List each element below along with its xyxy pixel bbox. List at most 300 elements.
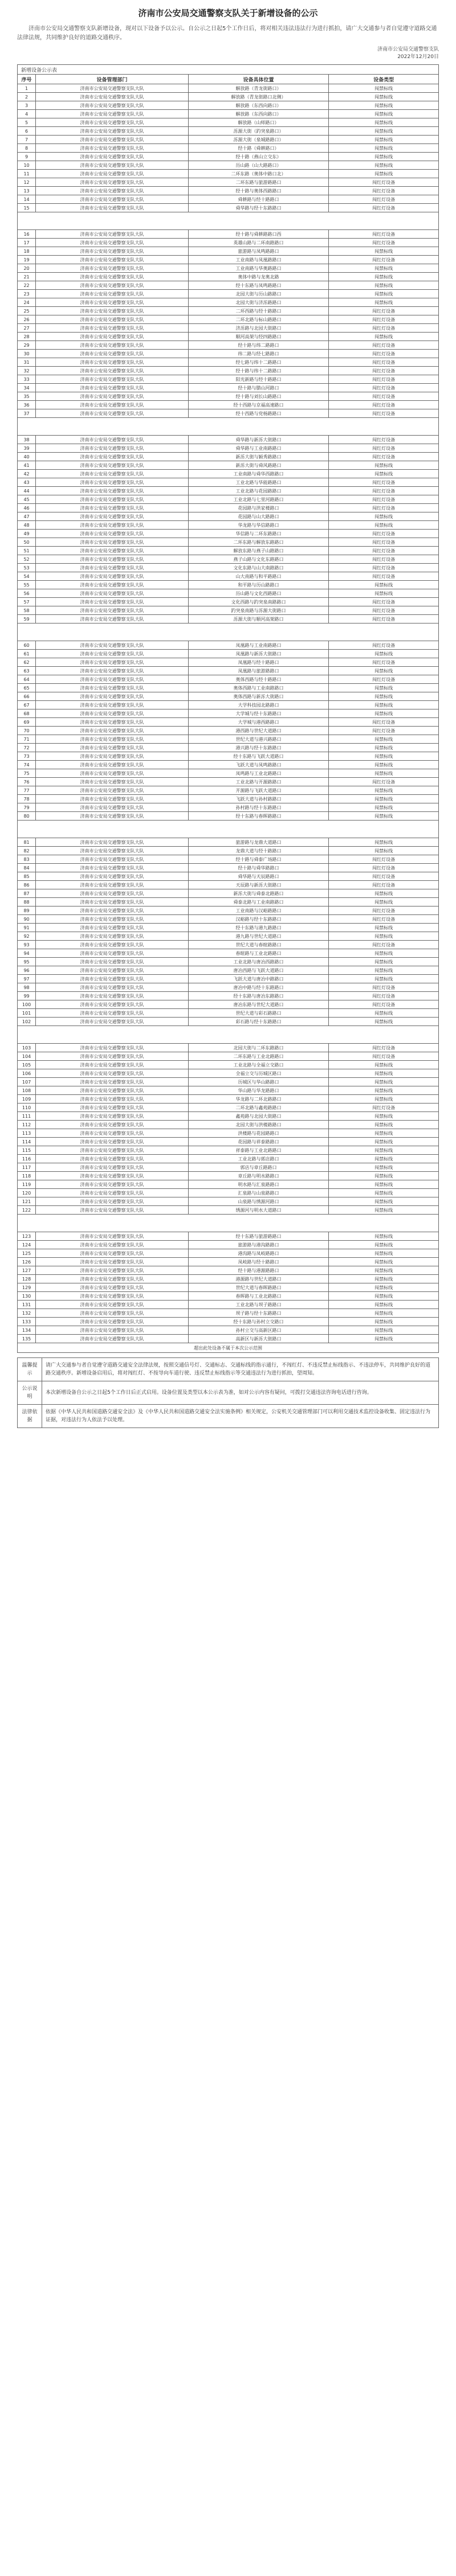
- column-header: 设备具体位置: [188, 75, 328, 84]
- table-cell: 闯红灯设备: [329, 204, 439, 212]
- table-cell: 奥体中路与龙奥北路: [188, 273, 328, 281]
- table-row: [18, 273, 439, 281]
- table-cell: 济南市公安局交通警察支队大队: [36, 230, 189, 239]
- table-cell: 闯红灯设备: [329, 315, 439, 324]
- table-cell: 济南市公安局交通警察支队大队: [36, 161, 189, 170]
- table-cell: 闯禁标线: [329, 1146, 439, 1155]
- table-cell: 济南市公安局交通警察支队大队: [36, 1206, 189, 1215]
- table-cell: 77: [18, 786, 36, 795]
- table-cell: 经十东路与唐冶东路路口: [188, 992, 328, 1000]
- table-cell: 济南市公安局交通警察支队大队: [36, 239, 189, 247]
- table-row: [18, 598, 439, 606]
- table-cell: 济南市公安局交通警察支队大队: [36, 495, 189, 504]
- table-cell: 闯禁标线: [329, 966, 439, 975]
- table-cell: 闯红灯设备: [329, 307, 439, 315]
- table-cell: 工业北路与七里河路路口: [188, 495, 328, 504]
- table-cell: 春暄路与工业北路路口: [188, 949, 328, 958]
- table-cell: 济南市公安局交通警察支队大队: [36, 478, 189, 487]
- table-cell: 45: [18, 495, 36, 504]
- table-row: [18, 436, 439, 444]
- table-cell: 闯红灯设备: [329, 444, 439, 453]
- table-cell: 82: [18, 847, 36, 855]
- table-caption: 新增设备公示表: [18, 65, 439, 75]
- table-cell: 舜华路与新泺大街路口: [188, 436, 328, 444]
- table-cell: 闯红灯设备: [329, 641, 439, 650]
- table-cell: 68: [18, 709, 36, 718]
- table-cell: 工业南路与汉峪路路口: [188, 906, 328, 915]
- table-row: [18, 1121, 439, 1129]
- table-cell: 解放路（青龙街路口）: [188, 84, 328, 93]
- table-cell: 59: [18, 615, 36, 624]
- table-cell: 旅游路与龙鼎大道路口: [188, 838, 328, 847]
- table-cell: 闯禁标线: [329, 684, 439, 692]
- table-cell: 闯禁标线: [329, 333, 439, 341]
- table-cell: 闯禁标线: [329, 1275, 439, 1283]
- table-cell: 孙村立交与高新区路口: [188, 1326, 328, 1335]
- table-cell: 凤凰路与旅游路路口: [188, 667, 328, 675]
- table-row: [18, 709, 439, 718]
- table-cell: 闯红灯设备: [329, 256, 439, 264]
- table-cell: 经十东路与港九路路口: [188, 924, 328, 932]
- table-cell: 坝子路与经十东路路口: [188, 1309, 328, 1318]
- table-cell: 济南市公安局交通警察支队大队: [36, 983, 189, 992]
- table-cell: 1: [18, 84, 36, 93]
- table-row: [18, 949, 439, 958]
- table-cell: 新泺大街与舜泰北路路口: [188, 889, 328, 898]
- table-cell: 7: [18, 136, 36, 144]
- table-cell: 工业北路与开源路路口: [188, 778, 328, 786]
- table-cell: 济南市公安局交通警察支队大队: [36, 1112, 189, 1121]
- table-cell: 济南市公安局交通警察支队大队: [36, 761, 189, 769]
- table-cell: 济南市公安局交通警察支队大队: [36, 315, 189, 324]
- table-cell: 54: [18, 572, 36, 581]
- table-cell: 济南市公安局交通警察支队大队: [36, 847, 189, 855]
- table-cell: 2: [18, 93, 36, 101]
- table-cell: 济南市公安局交通警察支队大队: [36, 1172, 189, 1180]
- table-cell: 济南市公安局交通警察支队大队: [36, 1155, 189, 1163]
- table-cell: 舜华路与工业南路路口: [188, 444, 328, 453]
- table-cell: 历山路（山大路路口）: [188, 161, 328, 170]
- notes-table: [17, 1357, 439, 1428]
- table-row: [18, 341, 439, 350]
- table-cell: 闯红灯设备: [329, 906, 439, 915]
- table-cell: 港西路与世纪大道路口: [188, 727, 328, 735]
- table-cell: 开源路与飞跃大道路口: [188, 786, 328, 795]
- table-cell: 济南市公安局交通警察支队大队: [36, 392, 189, 401]
- table-cell: 英雄山路与二环南路路口: [188, 239, 328, 247]
- table-cell: 闯红灯设备: [329, 392, 439, 401]
- table-cell: 21: [18, 273, 36, 281]
- table-cell: 济南市公安局交通警察支队大队: [36, 367, 189, 375]
- table-cell: 闯禁标线: [329, 701, 439, 709]
- table-row: [18, 658, 439, 667]
- table-row: [18, 401, 439, 409]
- table-row: [18, 1086, 439, 1095]
- table-cell: 济南市公安局交通警察支队大队: [36, 872, 189, 881]
- table-cell: 闯禁标线: [329, 1172, 439, 1180]
- table-cell: 济南市公安局交通警察支队大队: [36, 906, 189, 915]
- table-cell: 绣源河与明水大道路口: [188, 1206, 328, 1215]
- table-cell: 济南市公安局交通警察支队大队: [36, 247, 189, 256]
- table-cell: 凤凰路与新泺大街路口: [188, 650, 328, 658]
- table-cell: 111: [18, 1112, 36, 1121]
- table-cell: 闯红灯设备: [329, 606, 439, 615]
- table-cell: 经十东路与旅游路路口: [188, 1232, 328, 1241]
- table-cell: 56: [18, 589, 36, 598]
- table-cell: 55: [18, 581, 36, 589]
- table-cell: 131: [18, 1301, 36, 1309]
- table-cell: 济南市公安局交通警察支队大队: [36, 606, 189, 615]
- table-row: [18, 983, 439, 992]
- table-cell: 闯禁标线: [329, 461, 439, 470]
- table-cell: 闯红灯设备: [329, 881, 439, 889]
- table-cell: 文化西路与趵突泉南路路口: [188, 598, 328, 606]
- table-row: [18, 230, 439, 239]
- table-cell: 历山路与文化西路路口: [188, 589, 328, 598]
- table-cell: 69: [18, 718, 36, 727]
- table-cell: 济南市公安局交通警察支队大队: [36, 298, 189, 307]
- table-cell: 闯红灯设备: [329, 409, 439, 418]
- table-cell: 闯红灯设备: [329, 495, 439, 504]
- table-row: [18, 324, 439, 333]
- group-gap: [18, 624, 439, 641]
- table-cell: 济南市公安局交通警察支队大队: [36, 487, 189, 495]
- table-cell: 济南市公安局交通警察支队大队: [36, 889, 189, 898]
- table-cell: 121: [18, 1197, 36, 1206]
- table-row: [18, 752, 439, 761]
- table-row: [18, 812, 439, 821]
- table-cell: 济南市公安局交通警察支队大队: [36, 384, 189, 392]
- table-cell: 工业南路与凤凰路路口: [188, 256, 328, 264]
- table-cell: 78: [18, 795, 36, 803]
- table-row: [18, 1232, 439, 1241]
- table-cell: 济南市公安局交通警察支队大队: [36, 144, 189, 153]
- signoff: [6, 46, 439, 61]
- table-cell: 闯禁标线: [329, 281, 439, 290]
- table-cell: 祥泰路与工业北路路口: [188, 1146, 328, 1155]
- group-gap: [18, 1215, 439, 1232]
- table-cell: 闯禁标线: [329, 170, 439, 178]
- table-cell: 济南市公安局交通警察支队大队: [36, 924, 189, 932]
- table-cell: 18: [18, 247, 36, 256]
- table-cell: 86: [18, 881, 36, 889]
- table-cell: 81: [18, 838, 36, 847]
- note-row: [18, 1405, 439, 1428]
- table-cell: 17: [18, 239, 36, 247]
- table-row: [18, 684, 439, 692]
- table-cell: 济南市公安局交通警察支队大队: [36, 795, 189, 803]
- table-cell: 二环东路与旅游路路口: [188, 178, 328, 187]
- table-cell: 郭店与章丘路路口: [188, 1163, 328, 1172]
- table-cell: 26: [18, 315, 36, 324]
- table-cell: 济南市公安局交通警察支队大队: [36, 1180, 189, 1189]
- table-cell: 闯禁标线: [329, 161, 439, 170]
- signoff-date: 2022年12月20日: [397, 54, 439, 60]
- table-cell: 20: [18, 264, 36, 273]
- table-row: [18, 1180, 439, 1189]
- table-cell: 飞跃大道与唐冶中路路口: [188, 975, 328, 983]
- table-cell: 闯禁标线: [329, 127, 439, 136]
- table-cell: 闯禁标线: [329, 812, 439, 821]
- table-cell: 79: [18, 803, 36, 812]
- table-cell: 龙鼎大道与经十路路口: [188, 847, 328, 855]
- table-cell: 济南市公安局交通警察支队大队: [36, 778, 189, 786]
- page-title: 济南市公安局交通警察支队关于新增设备的公示: [138, 8, 318, 18]
- table-row: [18, 144, 439, 153]
- table-cell: 济南市公安局交通警察支队大队: [36, 1197, 189, 1206]
- table-cell: 济南市公安局交通警察支队大队: [36, 512, 189, 521]
- table-cell: 济南市公安局交通警察支队大队: [36, 1138, 189, 1146]
- table-cell: 闯红灯设备: [329, 453, 439, 461]
- table-cell: 高新区与新泺大街路口: [188, 1335, 328, 1343]
- table-cell: 大学城与经十东路路口: [188, 709, 328, 718]
- table-cell: 58: [18, 606, 36, 615]
- table-cell: 闯禁标线: [329, 735, 439, 744]
- table-row: [18, 898, 439, 906]
- table-cell: 济南市公安局交通警察支队大队: [36, 709, 189, 718]
- table-cell: 北园大街与济泺路路口: [188, 298, 328, 307]
- table-cell: 闯禁标线: [329, 692, 439, 701]
- table-cell: 世纪大道与春暄路路口: [188, 941, 328, 949]
- table-row: [18, 1283, 439, 1292]
- table-cell: 闯禁标线: [329, 1206, 439, 1215]
- table-row: [18, 958, 439, 966]
- table-cell: 闯红灯设备: [329, 778, 439, 786]
- table-cell: 36: [18, 401, 36, 409]
- table-cell: 闯禁标线: [329, 838, 439, 847]
- table-cell: 济南市公安局交通警察支队大队: [36, 941, 189, 949]
- table-cell: 4: [18, 110, 36, 118]
- table-cell: 济南市公安局交通警察支队大队: [36, 436, 189, 444]
- table-cell: 闯红灯设备: [329, 718, 439, 727]
- table-row: [18, 1146, 439, 1155]
- table-cell: 闯红灯设备: [329, 239, 439, 247]
- table-cell: 解放路（东西向路口）: [188, 101, 328, 110]
- table-row: [18, 392, 439, 401]
- table-cell: 闯红灯设备: [329, 1052, 439, 1061]
- table-cell: 济南市公安局交通警察支队大队: [36, 692, 189, 701]
- table-cell: 二环北路与鑫苑路路口: [188, 1104, 328, 1112]
- table-cell: 闯红灯设备: [329, 195, 439, 204]
- table-cell: 110: [18, 1104, 36, 1112]
- table-cell: 二环东路与工业北路路口: [188, 1052, 328, 1061]
- table-cell: 103: [18, 1044, 36, 1052]
- table-cell: 济南市公安局交通警察支队大队: [36, 1000, 189, 1009]
- table-cell: 济南市公安局交通警察支队大队: [36, 564, 189, 572]
- table-cell: 闯红灯设备: [329, 615, 439, 624]
- table-cell: 29: [18, 341, 36, 350]
- note-label: 法律依据: [18, 1405, 42, 1428]
- table-cell: 经十路（舜耕路口）: [188, 144, 328, 153]
- table-cell: 济泺路与北园大街路口: [188, 324, 328, 333]
- table-cell: 济南市公安局交通警察支队大队: [36, 1009, 189, 1018]
- table-cell: 济南市公安局交通警察支队大队: [36, 675, 189, 684]
- table-row: [18, 161, 439, 170]
- table-row: [18, 1052, 439, 1061]
- table-cell: 91: [18, 924, 36, 932]
- table-row: [18, 204, 439, 212]
- table-cell: 济南市公安局交通警察支队大队: [36, 589, 189, 598]
- table-cell: 闯禁标线: [329, 1301, 439, 1309]
- table-cell: 87: [18, 889, 36, 898]
- table-cell: 闯红灯设备: [329, 350, 439, 358]
- table-cell: 闯禁标线: [329, 1318, 439, 1326]
- table-cell: 闯红灯设备: [329, 675, 439, 684]
- table-cell: 北园大街与洪楼路路口: [188, 1121, 328, 1129]
- table-cell: 23: [18, 290, 36, 298]
- table-row: [18, 727, 439, 735]
- table-cell: 济南市公安局交通警察支队大队: [36, 855, 189, 864]
- table-cell: 二环西路与经十路路口: [188, 307, 328, 315]
- table-cell: 39: [18, 444, 36, 453]
- table-cell: 唐冶中路与经十东路路口: [188, 983, 328, 992]
- table-cell: 闯禁标线: [329, 110, 439, 118]
- table-cell: 闯禁标线: [329, 932, 439, 941]
- table-cell: 济南市公安局交通警察支队大队: [36, 333, 189, 341]
- table-cell: 闯红灯设备: [329, 658, 439, 667]
- table-cell: 济南市公安局交通警察支队大队: [36, 264, 189, 273]
- table-cell: 济南市公安局交通警察支队大队: [36, 409, 189, 418]
- table-cell: 经十路与纬二路路口: [188, 341, 328, 350]
- table-cell: 闯禁标线: [329, 136, 439, 144]
- table-cell: 济南市公安局交通警察支队大队: [36, 153, 189, 161]
- table-cell: 闯禁标线: [329, 1241, 439, 1249]
- table-row: [18, 256, 439, 264]
- table-cell: 42: [18, 470, 36, 478]
- table-cell: 世纪大道与春晖路路口: [188, 1283, 328, 1292]
- table-cell: 闯禁标线: [329, 949, 439, 958]
- table-row: [18, 333, 439, 341]
- table-cell: 33: [18, 375, 36, 384]
- table-cell: 闯禁标线: [329, 889, 439, 898]
- table-cell: 闯禁标线: [329, 958, 439, 966]
- table-cell: 闯红灯设备: [329, 384, 439, 392]
- table-row: [18, 1292, 439, 1301]
- table-cell: 解放东路与燕子山路路口: [188, 547, 328, 555]
- table-cell: 济南市公安局交通警察支队大队: [36, 101, 189, 110]
- table-cell: 济南市公安局交通警察支队大队: [36, 949, 189, 958]
- table-cell: 32: [18, 367, 36, 375]
- table-cell: 15: [18, 204, 36, 212]
- table-cell: 凤凰路与经十路路口: [188, 658, 328, 667]
- table-cell: 闯禁标线: [329, 589, 439, 598]
- table-cell: 闯禁标线: [329, 1086, 439, 1095]
- table-row: [18, 1155, 439, 1163]
- table-cell: 济南市公安局交通警察支队大队: [36, 521, 189, 530]
- table-cell: 济南市公安局交通警察支队大队: [36, 1052, 189, 1061]
- table-cell: 95: [18, 958, 36, 966]
- table-cell: 闯红灯设备: [329, 178, 439, 187]
- table-cell: 65: [18, 684, 36, 692]
- table-cell: 5: [18, 118, 36, 127]
- table-cell: 经十西路与党杨路路口: [188, 409, 328, 418]
- table-cell: 经十路与纬十二路路口: [188, 367, 328, 375]
- table-cell: 历城区与华山路路口: [188, 1078, 328, 1086]
- table-row: [18, 589, 439, 598]
- table-row: [18, 358, 439, 367]
- table-cell: 闯禁标线: [329, 144, 439, 153]
- table-cell: 闯禁标线: [329, 1232, 439, 1241]
- table-cell: 112: [18, 1121, 36, 1129]
- table-row: [18, 915, 439, 924]
- table-cell: 济南市公安局交通警察支队大队: [36, 341, 189, 350]
- table-row: [18, 1197, 439, 1206]
- table-row: [18, 701, 439, 709]
- table-cell: 济南市公安局交通警察支队大队: [36, 530, 189, 538]
- table-cell: 闯禁标线: [329, 93, 439, 101]
- note-label: 公示说明: [18, 1381, 42, 1405]
- table-row: [18, 1206, 439, 1215]
- table-row: [18, 1241, 439, 1249]
- table-row: [18, 1129, 439, 1138]
- table-cell: 闯禁标线: [329, 1155, 439, 1163]
- table-cell: 117: [18, 1163, 36, 1172]
- table-cell: 济南市公安局交通警察支队大队: [36, 1249, 189, 1258]
- table-row: [18, 504, 439, 512]
- table-row: [18, 444, 439, 453]
- table-row: [18, 889, 439, 898]
- table-cell: 19: [18, 256, 36, 264]
- intro-paragraph: 济南市公安局交通警察支队新增设备，现对以下设备予以公示。自公示之日起5个工作日后，将对相关违法违法行为进行抓拍，请广大交通参与者自觉遵守道路交通法律法规，共同维护良好的道路交通秩序。: [17, 26, 437, 41]
- table-cell: 泺源大街（趵突泉路口）: [188, 127, 328, 136]
- table-cell: 明水路与汇泉路路口: [188, 1180, 328, 1189]
- table-cell: 济南市公安局交通警察支队大队: [36, 307, 189, 315]
- table-cell: 华龙路与二环北路路口: [188, 1095, 328, 1104]
- table-cell: 闯禁标线: [329, 1335, 439, 1343]
- table-row: [18, 1318, 439, 1326]
- table-cell: 花园路与山大路路口: [188, 512, 328, 521]
- table-cell: 闯禁标线: [329, 1249, 439, 1258]
- table-cell: 闯红灯设备: [329, 572, 439, 581]
- table-cell: 花园路与祥泰路路口: [188, 1138, 328, 1146]
- table-row: [18, 538, 439, 547]
- table-cell: 闯禁标线: [329, 581, 439, 589]
- table-cell: 舜华路与天辰路路口: [188, 872, 328, 881]
- table-cell: 闯红灯设备: [329, 436, 439, 444]
- table-cell: 93: [18, 941, 36, 949]
- table-cell: 闯红灯设备: [329, 401, 439, 409]
- table-cell: 济南市公安局交通警察支队大队: [36, 1275, 189, 1283]
- table-cell: 闯禁标线: [329, 521, 439, 530]
- table-row: [18, 966, 439, 975]
- table-cell: 101: [18, 1009, 36, 1018]
- table-row: [18, 975, 439, 983]
- table-cell: 70: [18, 727, 36, 735]
- table-cell: 济南市公安局交通警察支队大队: [36, 93, 189, 101]
- table-cell: 83: [18, 855, 36, 864]
- table-cell: 和平路与历山路路口: [188, 581, 328, 589]
- table-row: [18, 1258, 439, 1266]
- table-cell: 闯禁标线: [329, 803, 439, 812]
- table-cell: 济南市公安局交通警察支队大队: [36, 1258, 189, 1266]
- table-cell: 济南市公安局交通警察支队大队: [36, 1061, 189, 1069]
- table-cell: 济南市公安局交通警察支队大队: [36, 1232, 189, 1241]
- table-cell: 济南市公安局交通警察支队大队: [36, 838, 189, 847]
- table-cell: 世纪大道与港兴路路口: [188, 735, 328, 744]
- table-cell: 13: [18, 187, 36, 195]
- table-cell: 闯禁标线: [329, 650, 439, 658]
- table-cell: 63: [18, 667, 36, 675]
- table-cell: 经十西路与京福高速路口: [188, 401, 328, 409]
- table-cell: 北园大街与历山路路口: [188, 290, 328, 298]
- table-cell: 31: [18, 358, 36, 367]
- table-cell: 闯禁标线: [329, 1018, 439, 1026]
- table-cell: 11: [18, 170, 36, 178]
- table-cell: 济南市公安局交通警察支队大队: [36, 598, 189, 606]
- table-row: [18, 1189, 439, 1197]
- table-cell: 35: [18, 392, 36, 401]
- table-row: [18, 495, 439, 504]
